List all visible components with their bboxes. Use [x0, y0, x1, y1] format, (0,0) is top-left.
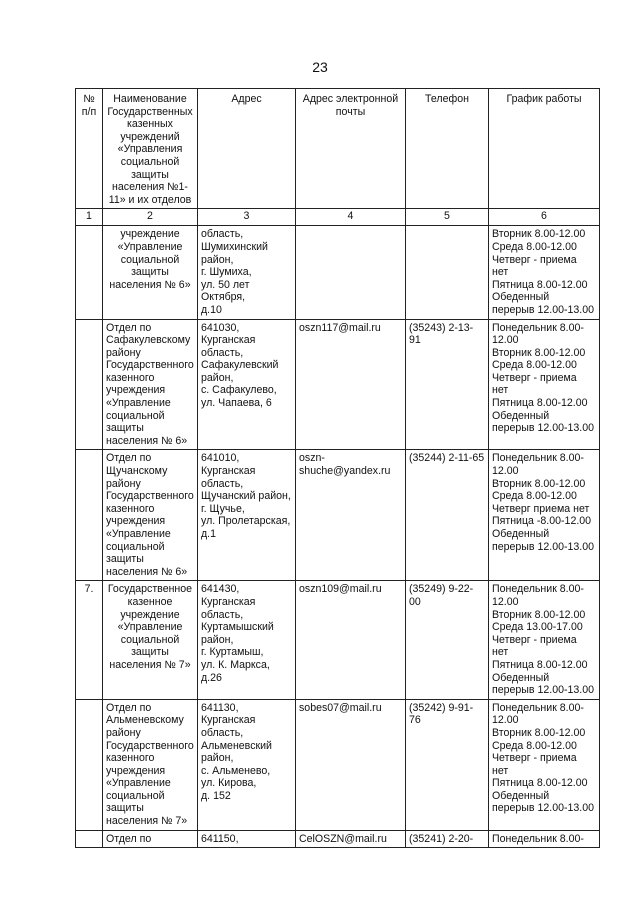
email-cell: sobes07@mail.ru: [296, 699, 406, 830]
table-row: [76, 830, 600, 848]
address-cell: 641030, Курганская область, Сафакулевский район, с. Сафакулево, ул. Чапаева, 6: [198, 319, 296, 450]
phone-cell: (35249) 9-22- 00: [406, 581, 489, 699]
header-row: [76, 89, 600, 209]
phone-cell: (35243) 2-13- 91: [406, 319, 489, 450]
schedule-cell: Понедельник 8.00- 12.00 Вторник 8.00-12.00 Среда 8.00-12.00 Четверг приема нет Пятница -8.00-12.00 Обеденный перерыв 12.00-13.00: [489, 450, 600, 581]
column-number: 6: [489, 209, 600, 226]
institution-name: Отдел по Щучанскому району Государственного казенного учреждения «Управление социальной защиты населения № 6»: [103, 450, 198, 581]
page-number: 23: [312, 59, 328, 75]
header-address: Адрес: [198, 89, 296, 209]
address-cell: область, Шумихинский район, г. Шумиха, ул. 50 лет Октября, д.10: [198, 226, 296, 319]
schedule-cell: Понедельник 8.00- 12.00 Вторник 8.00-12.00 Среда 8.00-12.00 Четверг - приема нет Пятница 8.00-12.00 Обеденный перерыв 12.00-13.00: [489, 319, 600, 450]
header-email: Адрес электронной почты: [296, 89, 406, 209]
institution-name: Отдел по Сафакулевскому району Государственного казенного учреждения «Управление социальной защиты населения № 6»: [103, 319, 198, 450]
column-number: 1: [76, 209, 103, 226]
institution-name: учреждение «Управление социальной защиты населения № 6»: [103, 226, 198, 319]
address-cell: 641430, Курганская область, Куртамышский район, г. Куртамыш, ул. К. Маркса, д.26: [198, 581, 296, 699]
address-cell: 641150,: [198, 830, 296, 848]
phone-cell: [406, 226, 489, 319]
institutions-table: [75, 88, 600, 848]
schedule-cell: Понедельник 8.00- 12.00 Вторник 8.00-12.00 Среда 13.00-17.00 Четверг - приема нет Пятница 8.00-12.00 Обеденный перерыв 12.00-13.00: [489, 581, 600, 699]
row-number: [76, 450, 103, 581]
email-cell: oszn117@mail.ru: [296, 319, 406, 450]
email-cell: oszn109@mail.ru: [296, 581, 406, 699]
email-cell: [296, 226, 406, 319]
column-number: 5: [406, 209, 489, 226]
row-number: [76, 226, 103, 319]
table-row: [76, 699, 600, 830]
header-schedule: График работы: [489, 89, 600, 209]
row-number: [76, 319, 103, 450]
header-phone: Телефон: [406, 89, 489, 209]
header-name: Наименование Государственных казенных учреждений «Управления социальной защиты населения №1- 11» и их отделов: [103, 89, 198, 209]
email-cell: oszn- shuche@yandex.ru: [296, 450, 406, 581]
schedule-cell: Понедельник 8.00-: [489, 830, 600, 848]
address-cell: 641130, Курганская область, Альменевский район, с. Альменево, ул. Кирова, д. 152: [198, 699, 296, 830]
table-row: [76, 581, 600, 699]
schedule-cell: Вторник 8.00-12.00 Среда 8.00-12.00 Четверг - приема нет Пятница 8.00-12.00 Обеденный перерыв 12.00-13.00: [489, 226, 600, 319]
phone-cell: (35242) 9-91- 76: [406, 699, 489, 830]
column-number-row: [76, 209, 600, 226]
phone-cell: (35244) 2-11-65: [406, 450, 489, 581]
table-row: [76, 319, 600, 450]
header-number: № п/п: [76, 89, 103, 209]
institution-name: Отдел по: [103, 830, 198, 848]
phone-cell: (35241) 2-20-: [406, 830, 489, 848]
row-number: 7.: [76, 581, 103, 699]
schedule-cell: Понедельник 8.00- 12.00 Вторник 8.00-12.00 Среда 8.00-12.00 Четверг - приема нет Пятница 8.00-12.00 Обеденный перерыв 12.00-13.00: [489, 699, 600, 830]
address-cell: 641010, Курганская область, Щучанский район, г. Щучье, ул. Пролетарская, д.1: [198, 450, 296, 581]
column-number: 3: [198, 209, 296, 226]
institution-name: Отдел по Альменевскому району Государственного казенного учреждения «Управление социальной защиты населения № 7»: [103, 699, 198, 830]
table-row: [76, 226, 600, 319]
column-number: 4: [296, 209, 406, 226]
column-number: 2: [103, 209, 198, 226]
email-cell: CelOSZN@mail.ru: [296, 830, 406, 848]
institution-name: Государственное казенное учреждение «Управление социальной защиты населения № 7»: [103, 581, 198, 699]
row-number: [76, 830, 103, 848]
row-number: [76, 699, 103, 830]
table-row: [76, 450, 600, 581]
